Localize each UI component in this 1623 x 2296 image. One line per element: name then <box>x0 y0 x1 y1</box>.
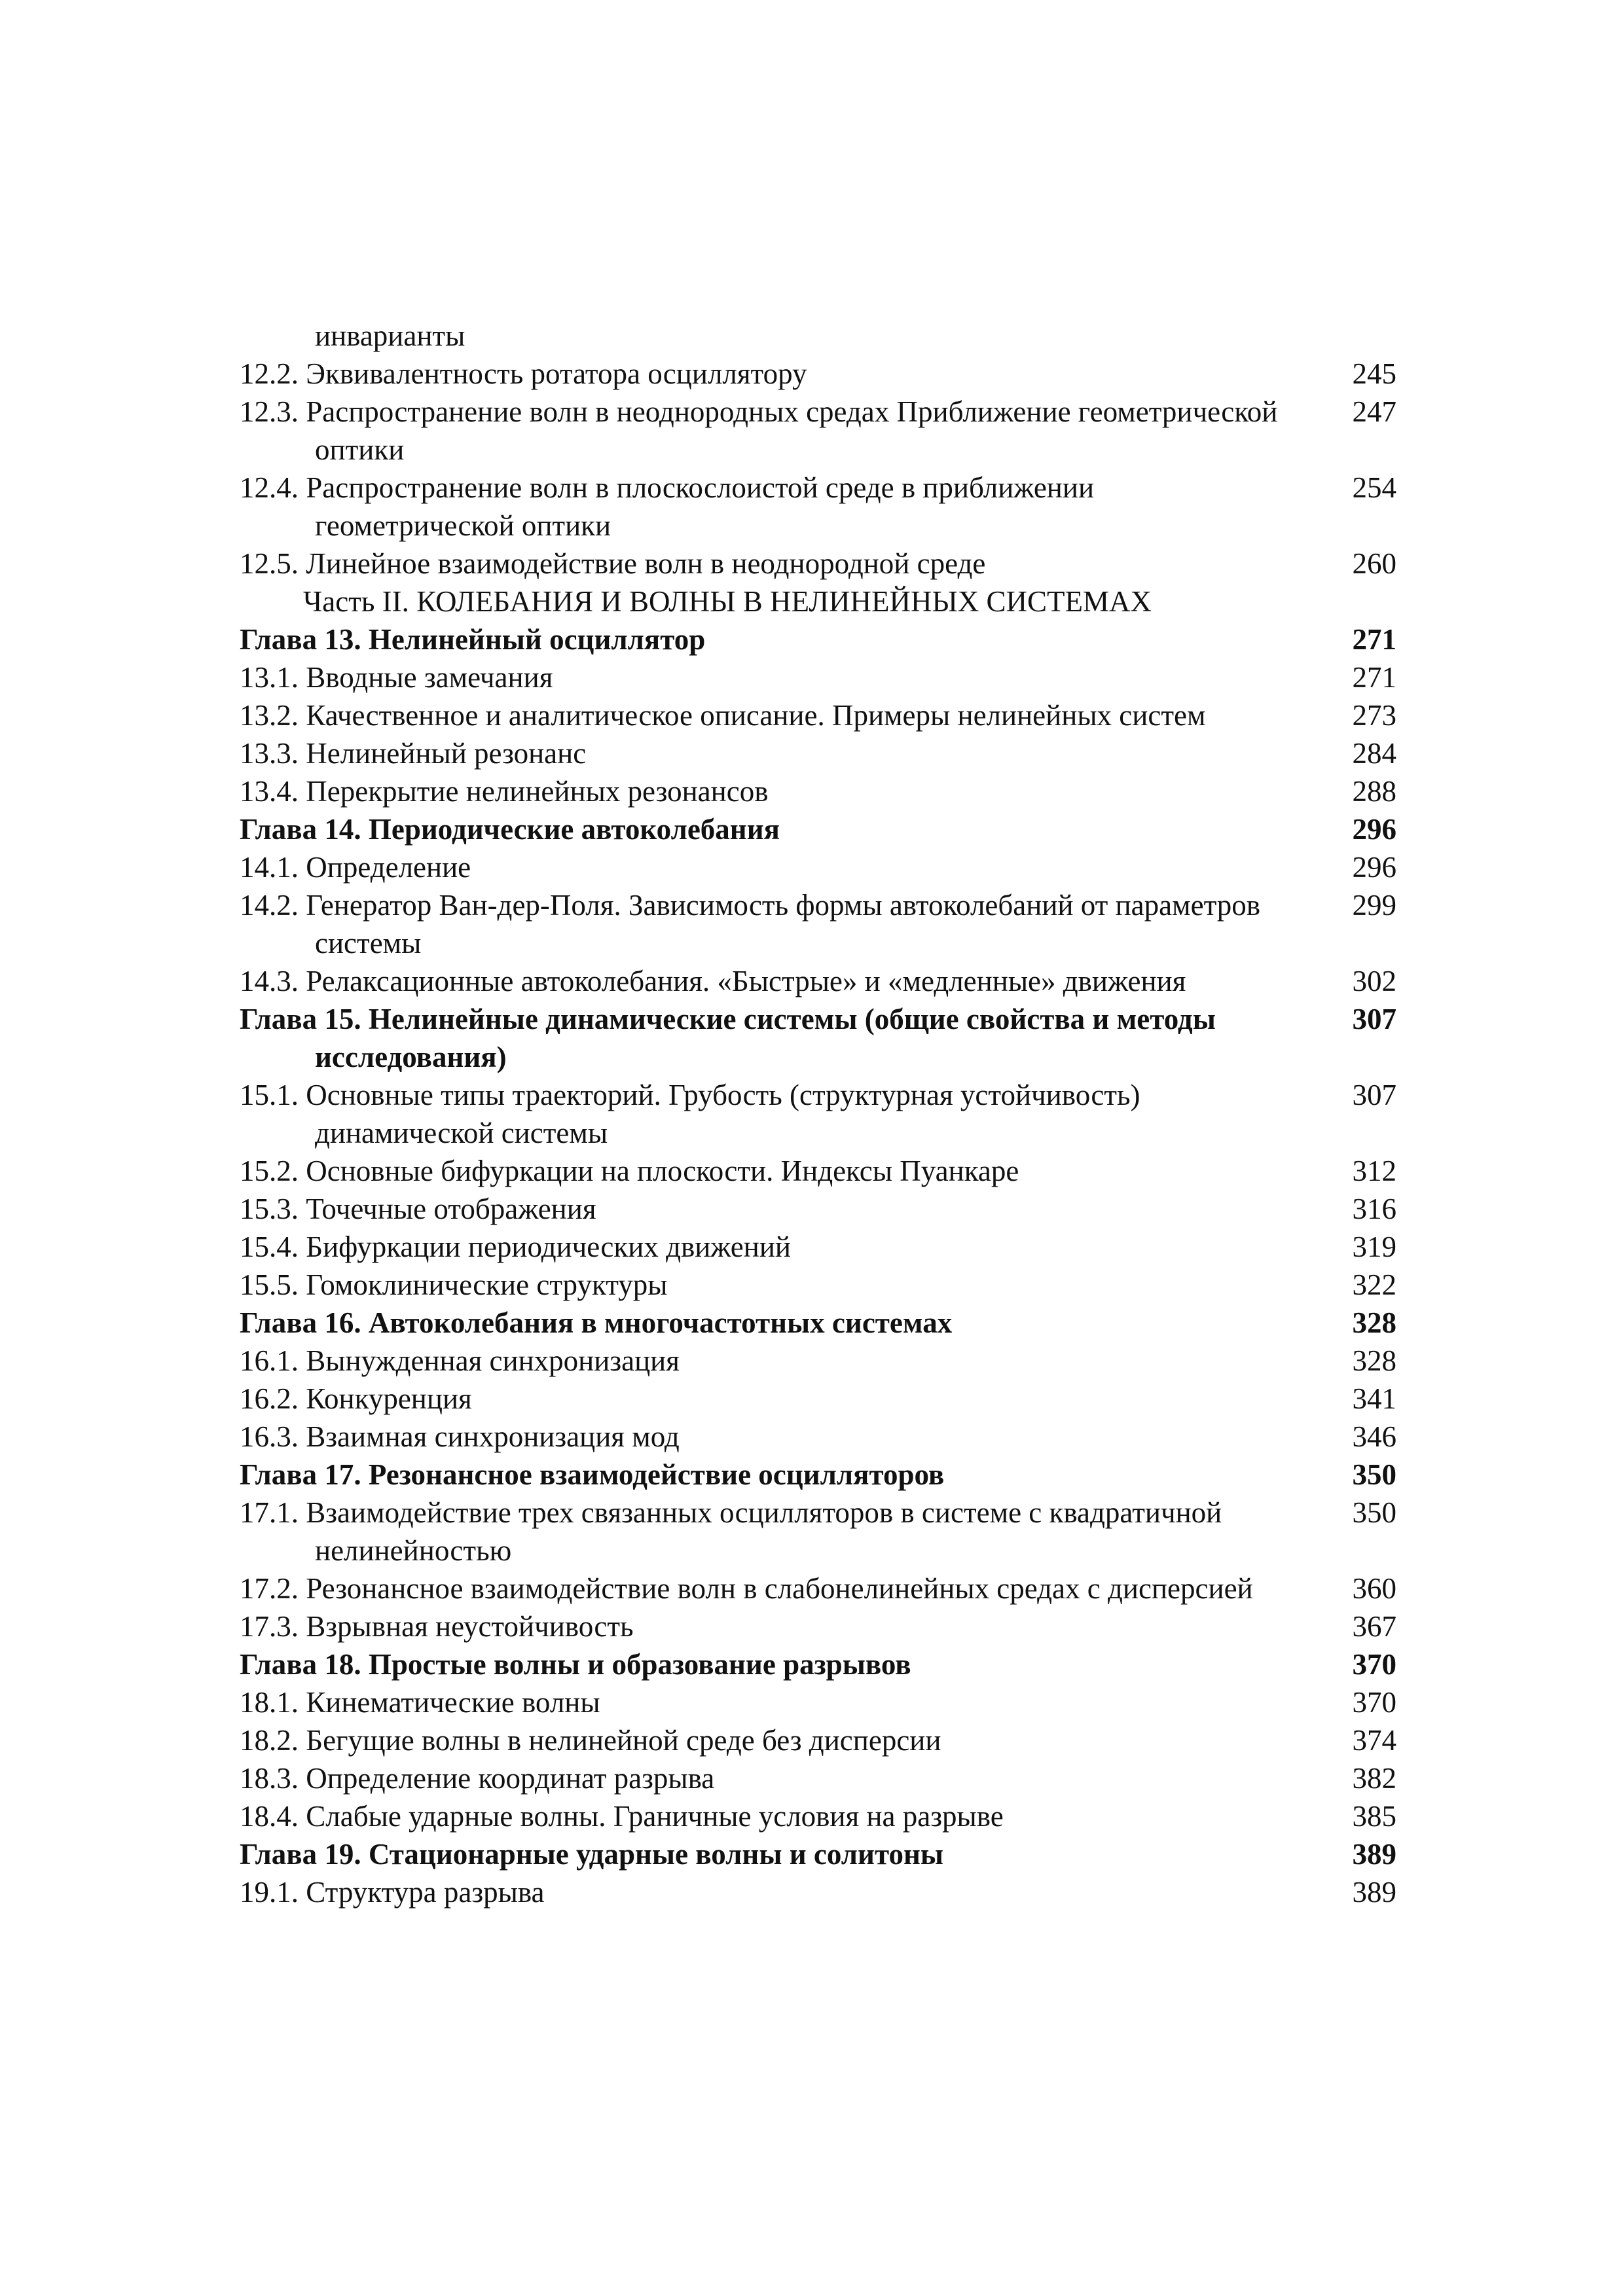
toc-entry-number: 15.2. <box>240 1155 299 1187</box>
toc-section <box>240 1759 1396 1797</box>
toc-page-number: 346 <box>1352 1420 1396 1453</box>
toc-section <box>240 1228 1396 1266</box>
toc-entry-title: Взаимодействие трех связанных осцилляторов в системе с квадратичной нелинейностью <box>306 1496 1222 1567</box>
toc-entry-title: Нелинейный осциллятор <box>368 623 706 656</box>
toc-entry-title: Перекрытие нелинейных резонансов <box>306 775 769 808</box>
toc-page-number: 370 <box>1352 1648 1396 1681</box>
toc-entry-number: 14.1. <box>240 851 299 884</box>
toc-section <box>240 469 1396 545</box>
toc-entry-number: 18.1. <box>240 1686 299 1719</box>
toc-page-number: 385 <box>1352 1800 1396 1833</box>
toc-entry-number: 17.3. <box>240 1610 299 1643</box>
toc-page-number: 271 <box>1352 661 1396 694</box>
toc-chapter <box>240 1000 1396 1076</box>
toc-section <box>240 1721 1396 1759</box>
toc-entry-number: 12.4. <box>240 471 299 504</box>
toc-entry-title: Релаксационные автоколебания. «Быстрые» и «медленные» движения <box>306 965 1186 997</box>
toc-entry-title: Распространение волн в неоднородных средах Приближение геометрической оптики <box>306 395 1278 466</box>
toc-page-number: 350 <box>1352 1458 1396 1491</box>
toc-entry-title: Определение координат разрыва <box>306 1762 715 1795</box>
toc-page-number: 382 <box>1352 1762 1396 1795</box>
toc-section <box>240 734 1396 772</box>
toc-entry-number: 19.1. <box>240 1876 299 1909</box>
toc-entry-title: Основные типы траекторий. Грубость (структурная устойчивость) динамической системы <box>306 1079 1140 1149</box>
toc-entry-title: Взаимная синхронизация мод <box>306 1420 680 1453</box>
toc-page-number: 316 <box>1352 1193 1396 1225</box>
toc-entry-title: Слабые ударные волны. Граничные условия на разрыве <box>306 1800 1004 1833</box>
toc-entry-title: Структура разрыва <box>306 1876 545 1909</box>
toc-entry-title: Бегущие волны в нелинейной среде без дисперсии <box>306 1724 941 1757</box>
toc-page-number: 273 <box>1352 699 1396 732</box>
toc-page-number: 328 <box>1352 1306 1396 1339</box>
toc-section <box>240 1190 1396 1228</box>
toc-entry-title: Определение <box>306 851 471 884</box>
toc-page-number: 341 <box>1352 1382 1396 1415</box>
toc-entry-number: Глава 13. <box>240 623 361 656</box>
toc-page-number: 247 <box>1352 395 1396 428</box>
toc-entry-number: Глава 18. <box>240 1648 361 1681</box>
toc-entry-title: Периодические автоколебания <box>368 813 780 846</box>
toc-entry-number: 15.4. <box>240 1230 299 1263</box>
toc-section <box>240 772 1396 810</box>
toc-page-number: 367 <box>1352 1610 1396 1643</box>
toc-entry-number: 13.1. <box>240 661 299 694</box>
toc-entry-title: Взрывная неустойчивость <box>306 1610 634 1643</box>
toc-chapter <box>240 1456 1396 1494</box>
toc-entry-number: Глава 16. <box>240 1306 361 1339</box>
toc-part-heading: Часть II. КОЛЕБАНИЯ И ВОЛНЫ В НЕЛИНЕЙНЫХ СИСТЕМАХ <box>303 585 1152 618</box>
toc-entry-number: 18.2. <box>240 1724 299 1757</box>
toc-entry-number: 16.2. <box>240 1382 299 1415</box>
toc-entry-number: 18.3. <box>240 1762 299 1795</box>
toc-entry-number: 13.2. <box>240 699 299 732</box>
toc-chapter <box>240 810 1396 848</box>
toc-entry-number: 16.3. <box>240 1420 299 1453</box>
toc-page-number: 370 <box>1352 1686 1396 1719</box>
toc-entry-number: 17.2. <box>240 1572 299 1605</box>
toc-section <box>240 545 1396 583</box>
toc-section <box>240 1266 1396 1304</box>
toc-section <box>240 1683 1396 1721</box>
toc-page-number: 254 <box>1352 471 1396 504</box>
toc-entry-title: Вводные замечания <box>306 661 553 694</box>
toc-section <box>240 393 1396 469</box>
toc-entry-number: 14.3. <box>240 965 299 997</box>
toc-entry-number: 15.5. <box>240 1268 299 1301</box>
toc-section <box>240 696 1396 734</box>
toc-section <box>240 1152 1396 1190</box>
toc-entry-title: Вынужденная синхронизация <box>306 1344 680 1377</box>
toc-entry-number: 18.4. <box>240 1800 299 1833</box>
toc-entry-number: 15.1. <box>240 1079 299 1111</box>
toc-section <box>240 1873 1396 1911</box>
toc-page-number: 299 <box>1352 889 1396 922</box>
toc-entry-title: Генератор Ван-дер-Поля. Зависимость формы автоколебаний от параметров системы <box>306 889 1261 960</box>
toc-entry-title: Нелинейные динамические системы (общие свойства и методы исследования) <box>315 1003 1216 1073</box>
toc-page-number: 360 <box>1352 1572 1396 1605</box>
toc-chapter <box>240 1304 1396 1342</box>
toc-entry-number: 14.2. <box>240 889 299 922</box>
toc-section <box>240 355 1396 393</box>
toc-entry-number: 13.3. <box>240 737 299 770</box>
toc-page-number: 288 <box>1352 775 1396 808</box>
toc-section <box>240 1418 1396 1456</box>
toc-entry-title: Резонансное взаимодействие волн в слабонелинейных средах с дисперсией <box>306 1572 1253 1605</box>
toc-entry-number: Глава 14. <box>240 813 361 846</box>
toc-page-number: 307 <box>1352 1003 1396 1035</box>
toc-entry-title: Стационарные ударные волны и солитоны <box>368 1838 944 1871</box>
toc-page-number: 350 <box>1352 1496 1396 1529</box>
toc-section <box>240 1570 1396 1607</box>
toc-entry-title: Эквивалентность ротатора осциллятору <box>306 357 807 390</box>
toc-page-number: 284 <box>1352 737 1396 770</box>
toc-page-number: 296 <box>1352 851 1396 884</box>
toc-chapter <box>240 1645 1396 1683</box>
toc-page-number: 302 <box>1352 965 1396 997</box>
toc-entry-title: Распространение волн в плоскослоистой среде в приближении геометрической оптики <box>306 471 1095 542</box>
toc-page-number: 271 <box>1352 623 1396 656</box>
toc-entry-number: 16.1. <box>240 1344 299 1377</box>
toc-entry-title: Гомоклинические структуры <box>306 1268 668 1301</box>
toc-section <box>240 1380 1396 1418</box>
toc-entry-title: Точечные отображения <box>306 1193 596 1225</box>
toc-entry-number: 12.3. <box>240 395 299 428</box>
toc-section <box>240 848 1396 886</box>
toc-entry-title: Кинематические волны <box>306 1686 600 1719</box>
toc-entry-title: Нелинейный резонанс <box>306 737 587 770</box>
toc-entry-title: Автоколебания в многочастотных системах <box>368 1306 953 1339</box>
toc-page-number: 312 <box>1352 1155 1396 1187</box>
toc-entry-title: Бифуркации периодических движений <box>306 1230 792 1263</box>
toc-page-number: 260 <box>1352 547 1396 580</box>
toc-entry-number: 13.4. <box>240 775 299 808</box>
toc-chapter <box>240 620 1396 658</box>
toc-page-number: 322 <box>1352 1268 1396 1301</box>
toc-section <box>240 1797 1396 1835</box>
toc-page-number: 319 <box>1352 1230 1396 1263</box>
toc-entry-title: Простые волны и образование разрывов <box>368 1648 911 1681</box>
toc-entry-number: Глава 15. <box>240 1003 361 1035</box>
toc-page-number: 389 <box>1352 1838 1396 1871</box>
toc-chapter <box>240 1835 1396 1873</box>
toc-section <box>240 962 1396 1000</box>
toc-entry-number: 15.3. <box>240 1193 299 1225</box>
toc-entry-title: Резонансное взаимодействие осцилляторов <box>368 1458 945 1491</box>
toc-entry-number: 12.5. <box>240 547 299 580</box>
toc-entry-title: Конкуренция <box>306 1382 472 1415</box>
toc-section <box>240 1494 1396 1570</box>
toc-entry-number: 17.1. <box>240 1496 299 1529</box>
toc-section <box>240 658 1396 696</box>
toc-page-number: 307 <box>1352 1079 1396 1111</box>
toc-section <box>240 1342 1396 1380</box>
table-of-contents <box>240 317 1396 1911</box>
toc-page-number: 389 <box>1352 1876 1396 1909</box>
toc-section <box>240 886 1396 962</box>
toc-page-number: 296 <box>1352 813 1396 846</box>
toc-page-number: 374 <box>1352 1724 1396 1757</box>
toc-page-number: 328 <box>1352 1344 1396 1377</box>
toc-entry-number: 12.2. <box>240 357 299 390</box>
toc-section <box>240 1076 1396 1152</box>
toc-continuation: инварианты <box>315 319 465 352</box>
toc-entry-title: Основные бифуркации на плоскости. Индексы Пуанкаре <box>306 1155 1019 1187</box>
toc-entry-title: Качественное и аналитическое описание. Примеры нелинейных систем <box>306 699 1206 732</box>
toc-entry-number: Глава 19. <box>240 1838 361 1871</box>
toc-entry-number: Глава 17. <box>240 1458 361 1491</box>
toc-page-number: 245 <box>1352 357 1396 390</box>
toc-section <box>240 1607 1396 1645</box>
toc-entry-title: Линейное взаимодействие волн в неоднородной среде <box>306 547 986 580</box>
